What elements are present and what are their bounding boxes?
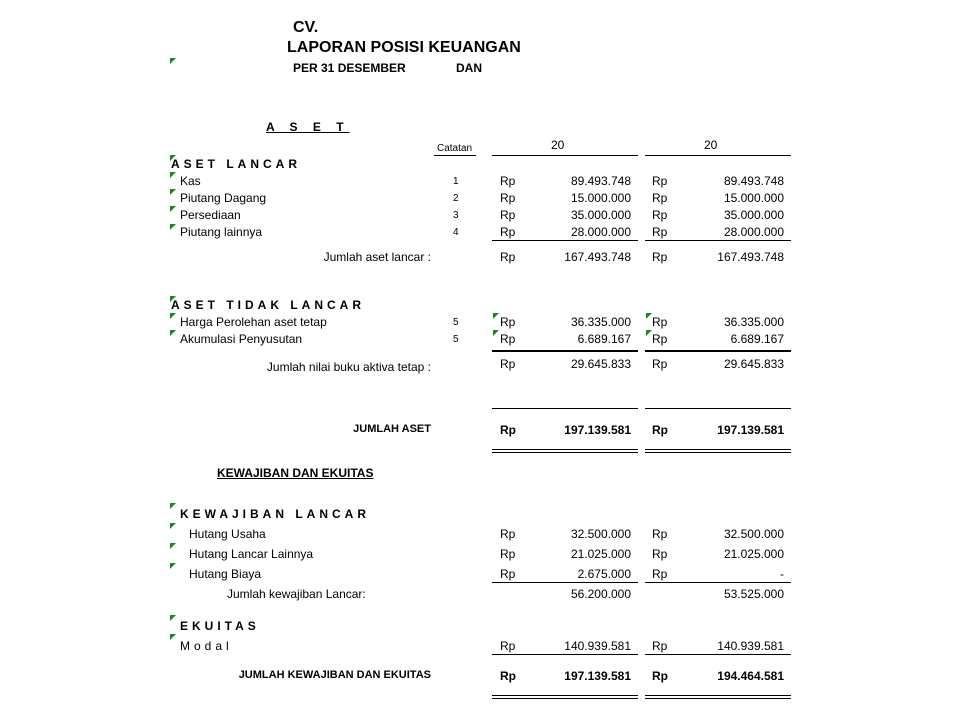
currency: Rp (500, 315, 516, 329)
currency: Rp (652, 191, 668, 205)
aset-lancar-total-1: 167.493.748 (564, 250, 631, 264)
currency: Rp (500, 547, 516, 561)
company-name: CV. (293, 19, 319, 36)
item-label: Piutang lainnya (180, 225, 263, 239)
value-col-2: 28.000.000 (723, 225, 784, 239)
currency: Rp (652, 225, 668, 239)
currency: Rp (500, 225, 516, 239)
report-period-and: DAN (456, 61, 482, 75)
item-label: Hutang Usaha (189, 527, 266, 541)
item-note: 5 (453, 334, 459, 345)
currency: Rp (652, 639, 668, 653)
currency: Rp (500, 527, 516, 541)
value-col-2: - (780, 567, 784, 581)
kewajiban-lancar-total-2: 53.525.000 (723, 587, 784, 601)
item-note: 2 (453, 193, 459, 204)
aset-heading: A S E T (266, 120, 350, 134)
item-label: Harga Perolehan aset tetap (180, 315, 327, 329)
currency: Rp (500, 250, 516, 264)
currency: Rp (652, 567, 668, 581)
value-col-2: 89.493.748 (723, 174, 784, 188)
currency: Rp (652, 250, 668, 264)
kewajiban-ekuitas-heading: KEWAJIBAN DAN EKUITAS (217, 466, 374, 480)
currency: Rp (500, 357, 516, 371)
kewajiban-lancar-total-1: 56.200.000 (570, 587, 631, 601)
item-note: 1 (453, 176, 459, 187)
kewajiban-lancar-heading: KEWAJIBAN LANCAR (180, 507, 370, 521)
jumlah-kewajiban-ekuitas-label: JUMLAH KEWAJIBAN DAN EKUITAS (238, 669, 431, 681)
value-col-1: 35.000.000 (570, 208, 631, 222)
value-col-2: 35.000.000 (723, 208, 784, 222)
report-period: PER 31 DESEMBER (293, 61, 406, 75)
catatan-label: Catatan (437, 143, 473, 154)
currency: Rp (500, 669, 516, 683)
item-note: 4 (453, 227, 459, 238)
item-label: Persediaan (180, 208, 241, 222)
currency: Rp (500, 191, 516, 205)
currency: Rp (500, 567, 516, 581)
cell-comment-marker-icon (170, 206, 176, 212)
aset-tidak-lancar-heading: ASET TIDAK LANCAR (171, 298, 365, 312)
value-col-2: 6.689.167 (730, 332, 784, 346)
currency: Rp (500, 174, 516, 188)
item-label: Piutang Dagang (180, 191, 267, 205)
item-label: Hutang Lancar Lainnya (189, 547, 314, 561)
value-col-1: 15.000.000 (570, 191, 631, 205)
value-col-1: 140.939.581 (564, 639, 631, 653)
cell-comment-marker-icon (493, 330, 499, 336)
cell-comment-marker-icon (170, 189, 176, 195)
value-col-1: 32.500.000 (570, 527, 631, 541)
value-col-2: 15.000.000 (723, 191, 784, 205)
kewajiban-lancar-total-label: Jumlah kewajiban Lancar: (227, 587, 366, 601)
aset-tidak-lancar-total-label: Jumlah nilai buku aktiva tetap : (266, 360, 431, 374)
currency: Rp (652, 357, 668, 371)
jumlah-aset-label: JUMLAH ASET (353, 423, 431, 435)
currency: Rp (500, 639, 516, 653)
item-label: Hutang Biaya (189, 567, 262, 581)
cell-comment-marker-icon (170, 58, 176, 64)
aset-tidak-lancar-total-2: 29.645.833 (723, 357, 784, 371)
jumlah-aset-1: 197.139.581 (564, 423, 631, 437)
item-label: Modal (180, 639, 233, 653)
currency: Rp (652, 423, 668, 437)
cell-comment-marker-icon (493, 313, 499, 319)
item-note: 5 (453, 317, 459, 328)
cell-comment-marker-icon (170, 523, 176, 529)
item-label: Akumulasi Penyusutan (180, 332, 303, 346)
ekuitas-heading: EKUITAS (180, 619, 260, 633)
cell-comment-marker-icon (170, 313, 176, 319)
cell-comment-marker-icon (170, 330, 176, 336)
value-col-1: 28.000.000 (570, 225, 631, 239)
value-col-1: 6.689.167 (577, 332, 631, 346)
currency: Rp (652, 315, 668, 329)
aset-lancar-total-label: Jumlah aset lancar : (323, 250, 431, 264)
currency: Rp (652, 208, 668, 222)
cell-comment-marker-icon (170, 634, 176, 640)
jumlah-aset-2: 197.139.581 (717, 423, 784, 437)
value-col-1: 2.675.000 (577, 567, 631, 581)
aset-lancar-heading: ASET LANCAR (171, 157, 301, 171)
value-col-2: 36.335.000 (723, 315, 784, 329)
item-note: 3 (453, 210, 459, 221)
value-col-1: 21.025.000 (570, 547, 631, 561)
currency: Rp (652, 332, 668, 346)
currency: Rp (500, 423, 516, 437)
item-label: Kas (180, 174, 201, 188)
currency: Rp (652, 547, 668, 561)
cell-comment-marker-icon (170, 563, 176, 569)
currency: Rp (500, 208, 516, 222)
value-col-1: 89.493.748 (570, 174, 631, 188)
aset-tidak-lancar-total-1: 29.645.833 (570, 357, 631, 371)
cell-comment-marker-icon (170, 172, 176, 178)
value-col-1: 36.335.000 (570, 315, 631, 329)
cell-comment-marker-icon (170, 503, 176, 509)
value-col-2: 140.939.581 (717, 639, 784, 653)
cell-comment-marker-icon (170, 615, 176, 621)
aset-lancar-total-2: 167.493.748 (717, 250, 784, 264)
year-col-1: 20 (551, 138, 565, 152)
value-col-2: 32.500.000 (723, 527, 784, 541)
year-col-2: 20 (704, 138, 718, 152)
currency: Rp (652, 669, 668, 683)
cell-comment-marker-icon (170, 543, 176, 549)
cell-comment-marker-icon (170, 224, 176, 230)
currency: Rp (652, 174, 668, 188)
currency: Rp (652, 527, 668, 541)
report-title: LAPORAN POSISI KEUANGAN (287, 39, 521, 56)
jumlah-kewajiban-ekuitas-1: 197.139.581 (564, 669, 631, 683)
value-col-2: 21.025.000 (723, 547, 784, 561)
jumlah-kewajiban-ekuitas-2: 194.464.581 (717, 669, 784, 683)
currency: Rp (500, 332, 516, 346)
